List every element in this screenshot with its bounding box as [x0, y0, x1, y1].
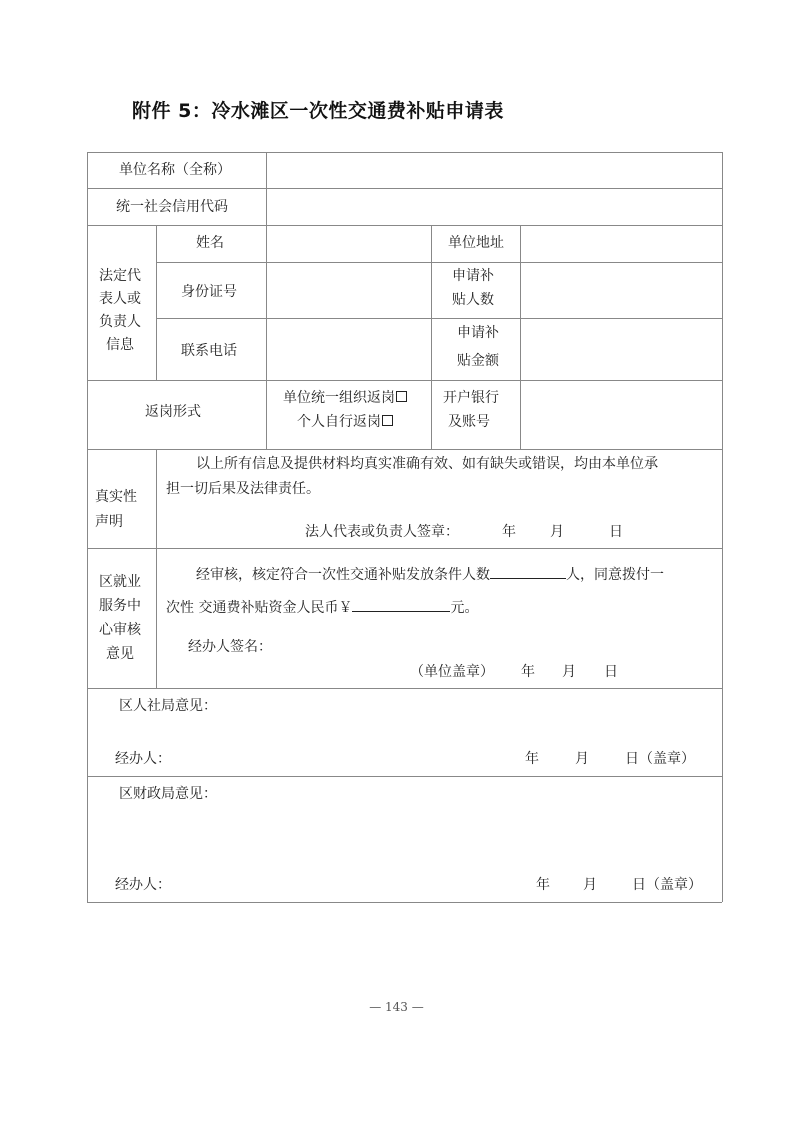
label-declaration-2: 声明: [95, 514, 123, 530]
row-divider: [156, 318, 722, 319]
review-year: 年: [521, 664, 535, 680]
declaration-day: 日: [609, 524, 623, 540]
unit-seal: （单位盖章）: [410, 664, 494, 680]
declaration-year: 年: [502, 524, 516, 540]
review-day: 日: [604, 664, 618, 680]
row-divider: [87, 380, 722, 381]
label-finance-opinion: 区财政局意见：: [119, 786, 217, 802]
finance-handler: 经办人：: [115, 877, 171, 893]
return-option-individual-label: 个人自行返岗: [297, 414, 381, 430]
label-name: 姓名: [196, 235, 224, 251]
label-credit-code: 统一社会信用代码: [116, 199, 228, 215]
label-legal-rep-3: 负责人: [99, 314, 141, 330]
label-subsidy-amount-1: 申请补: [457, 325, 499, 341]
row-divider: [87, 548, 722, 549]
label-declaration-1: 真实性: [95, 489, 137, 505]
review-text-line2-end: 元。: [450, 600, 479, 616]
label-subsidy-amount-2: 贴金额: [457, 353, 499, 369]
label-hrss-opinion: 区人社局意见：: [119, 698, 217, 714]
label-return-form: 返岗形式: [145, 404, 201, 420]
label-id-number: 身份证号: [181, 284, 237, 300]
row-divider: [87, 688, 722, 689]
label-unit-address: 单位地址: [448, 235, 504, 251]
return-option-individual[interactable]: [297, 413, 393, 431]
finance-month: 月: [583, 877, 597, 893]
review-text-line2-start: 次性 交通费补贴资金人民币￥: [166, 600, 353, 616]
row-divider: [87, 225, 722, 226]
headcount-blank[interactable]: [490, 565, 566, 579]
finance-day-seal: 日（盖章）: [632, 877, 702, 893]
column-divider: [520, 225, 521, 449]
label-employment-center-4: 意见: [106, 646, 134, 662]
hrss-handler: 经办人：: [115, 751, 171, 767]
hrss-day-seal: 日（盖章）: [625, 751, 695, 767]
column-divider: [156, 449, 157, 548]
return-option-unit[interactable]: [283, 389, 407, 407]
row-divider: [87, 188, 722, 189]
handler-signature: 经办人签名：: [188, 639, 272, 655]
row-divider: [156, 262, 722, 263]
declaration-month: 月: [550, 524, 564, 540]
declaration-signature: 法人代表或负责人签章：: [305, 524, 459, 540]
row-divider: [87, 449, 722, 450]
column-divider: [266, 152, 267, 225]
amount-blank[interactable]: [352, 598, 450, 612]
row-divider: [87, 776, 722, 777]
checkbox-icon[interactable]: [382, 415, 393, 426]
table-border-right: [722, 152, 723, 902]
label-legal-rep-4: 信息: [106, 337, 134, 353]
table-border-left: [87, 152, 88, 902]
label-bank-account-2: 及账号: [448, 414, 490, 430]
declaration-text-line1: 以上所有信息及提供材料均真实准确有效、如有缺失或错误，均由本单位承: [196, 456, 658, 472]
column-divider: [431, 225, 432, 449]
label-legal-rep-2: 表人或: [99, 291, 141, 307]
declaration-text-line2: 担一切后果及法律责任。: [166, 481, 320, 497]
column-divider: [156, 548, 157, 688]
label-employment-center-3: 心审核: [99, 622, 141, 638]
hrss-month: 月: [575, 751, 589, 767]
label-unit-name: 单位名称（全称）: [119, 162, 231, 178]
hrss-year: 年: [525, 751, 539, 767]
label-bank-account-1: 开户银行: [443, 390, 499, 406]
label-employment-center-2: 服务中: [99, 598, 141, 614]
review-text-line1: [196, 565, 664, 584]
label-applicants-count-1: 申请补: [452, 268, 494, 284]
column-divider: [156, 225, 157, 380]
checkbox-icon[interactable]: [396, 391, 407, 402]
table-border-bottom: [87, 902, 722, 903]
label-phone: 联系电话: [181, 343, 237, 359]
review-text-line1-end: 人，同意拨付一: [566, 567, 664, 583]
table-border-top: [87, 152, 722, 153]
review-month: 月: [562, 664, 576, 680]
label-legal-rep-1: 法定代: [99, 268, 141, 284]
column-divider: [266, 225, 267, 449]
return-option-unit-label: 单位统一组织返岗: [283, 390, 395, 406]
label-employment-center-1: 区就业: [99, 574, 141, 590]
review-text-line2: [166, 598, 478, 617]
label-applicants-count-2: 贴人数: [452, 292, 494, 308]
review-text-line1-start: 经审核，核定符合一次性交通补贴发放条件人数: [196, 567, 490, 583]
page-number: — 143 —: [369, 1000, 424, 1014]
finance-year: 年: [536, 877, 550, 893]
page-title: 附件 5：冷水滩区一次性交通费补贴申请表: [132, 100, 504, 122]
